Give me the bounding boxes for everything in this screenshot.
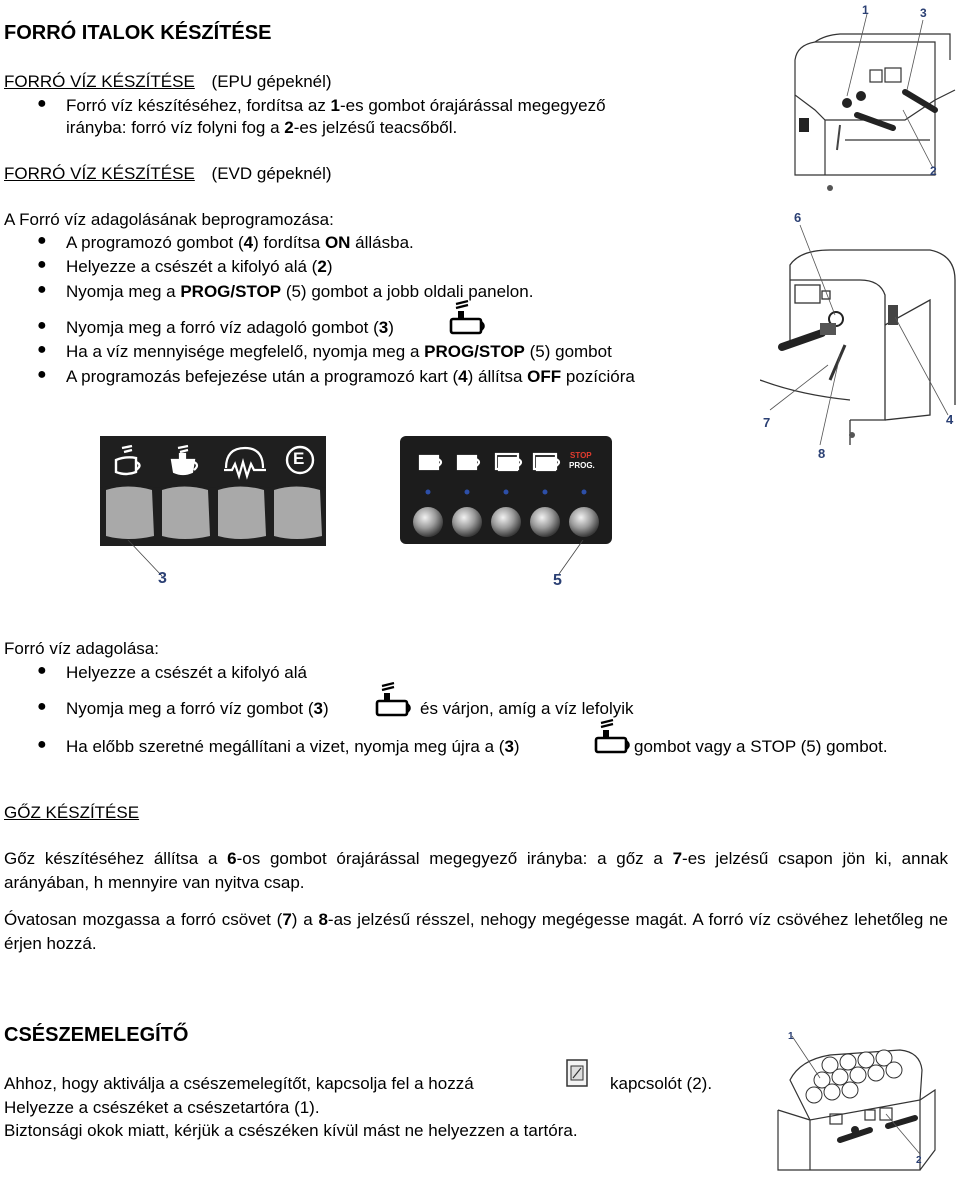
evd-heading — [4, 163, 332, 185]
panel-prog-label: PROG. — [569, 461, 595, 470]
panel-stop-label: STOP — [570, 451, 592, 460]
evd-note: (EVD gépeknél) — [211, 164, 332, 183]
prog-intro: A Forró víz adagolásának beprogramozása: — [4, 210, 334, 229]
epu-heading-text: FORRÓ VÍZ KÉSZÍTÉSE — [4, 72, 195, 91]
evd-heading-text: FORRÓ VÍZ KÉSZÍTÉSE — [4, 164, 195, 183]
dispense-step-2: Nyomja meg a forró víz gombot (3) — [66, 699, 329, 718]
fig3-label-2: 2 — [916, 1155, 922, 1166]
hot-water-icon — [448, 300, 488, 338]
epu-step-line2: irányba: forró víz folyni fog a 2-es jelzésű teacsőből. — [66, 118, 458, 137]
hot-water-icon — [374, 682, 414, 720]
steam-paragraph-2: Óvatosan mozgassa a forró csövet (7) a 8-as jelzésű résszel, nehogy megégesse magát. A forró víz csövéhez lehetőleg ne érjen hozzá. — [4, 910, 949, 953]
control-panel-right — [400, 436, 612, 544]
prog-step-5: Ha a víz mennyisége megfelelő, nyomja meg a PROG/STOP (5) gombot — [66, 342, 612, 361]
bullet: ● — [37, 281, 47, 298]
switch-icon — [565, 1058, 589, 1088]
bullet: ● — [37, 95, 47, 112]
bullet: ● — [37, 256, 47, 273]
fig2-label-4: 4 — [946, 412, 954, 427]
steam-paragraph-1: Gőz készítéséhez állítsa a 6-os gombot órajárással megegyező irányba: a gőz a 7-es jelzésű csapon jön ki, annak arányában, h mennyire van nyitva csap. — [4, 849, 948, 892]
prog-step-2: Helyezze a csészét a kifolyó alá (2) — [66, 257, 333, 276]
fig1-label-3: 3 — [920, 6, 927, 20]
cup-warmer-line-2: Helyezze a csészéket a csészetartóra (1). — [4, 1098, 320, 1117]
cup-warmer-line-1-tail: kapcsolót (2). — [610, 1074, 713, 1093]
fig2-label-7: 7 — [763, 415, 771, 430]
panel-e-label: E — [293, 449, 305, 468]
cup-warmer-title: CSÉSZEMELEGÍTŐ — [4, 1024, 189, 1046]
section-title-hot-drinks: FORRÓ ITALOK KÉSZÍTÉSE — [4, 22, 272, 44]
steam-heading: GŐZ KÉSZÍTÉSE — [4, 803, 140, 822]
dispense-step-2-tail: és várjon, amíg a víz lefolyik — [420, 699, 634, 718]
fig3-label-1: 1 — [788, 1031, 794, 1042]
bullet: ● — [37, 662, 47, 679]
dispense-step-1: Helyezze a csészét a kifolyó alá — [66, 663, 307, 682]
machine-illustration-middle — [760, 205, 960, 460]
bullet: ● — [37, 232, 47, 249]
panel-right-callout: 5 — [553, 572, 562, 589]
prog-step-6: A programozás befejezése után a programozó kart (4) állítsa OFF pozícióra — [66, 367, 635, 386]
leader-line-3 — [120, 540, 180, 580]
fig2-label-6: 6 — [794, 210, 802, 225]
dispense-step-3-tail: gombot vagy a STOP (5) gombot. — [634, 737, 888, 756]
epu-step-line1: Forró víz készítéséhez, fordítsa az 1-es gombot órajárással megegyező — [66, 96, 606, 115]
bullet: ● — [37, 341, 47, 358]
epu-note: (EPU gépeknél) — [211, 72, 332, 91]
bullet: ● — [37, 698, 47, 715]
control-panel-left — [100, 436, 326, 546]
machine-illustration-bottom — [770, 1030, 950, 1185]
bullet: ● — [37, 736, 47, 753]
panel-left-callout: 3 — [158, 570, 167, 587]
fig1-label-1: 1 — [862, 3, 869, 17]
cup-warmer-line-1: Ahhoz, hogy aktiválja a csészemelegítőt, kapcsolja fel a hozzá — [4, 1074, 474, 1093]
hot-water-icon — [593, 719, 633, 757]
fig1-label-2: 2 — [930, 164, 937, 178]
prog-step-1: A programozó gombot (4) fordítsa ON állásba. — [66, 233, 414, 252]
dispense-intro: Forró víz adagolása: — [4, 639, 159, 658]
dispense-step-3: Ha előbb szeretné megállítani a vizet, nyomja meg újra a (3) — [66, 737, 520, 756]
prog-step-3: Nyomja meg a PROG/STOP (5) gombot a jobb oldali panelon. — [66, 282, 534, 301]
cup-warmer-line-3: Biztonsági okok miatt, kérjük a csészéken kívül mást ne helyezzen a tartóra. — [4, 1121, 578, 1140]
prog-step-4: Nyomja meg a forró víz adagoló gombot (3) — [66, 318, 394, 337]
bullet: ● — [37, 366, 47, 383]
epu-heading — [4, 71, 332, 93]
fig2-label-8: 8 — [818, 446, 826, 461]
bullet: ● — [37, 317, 47, 334]
